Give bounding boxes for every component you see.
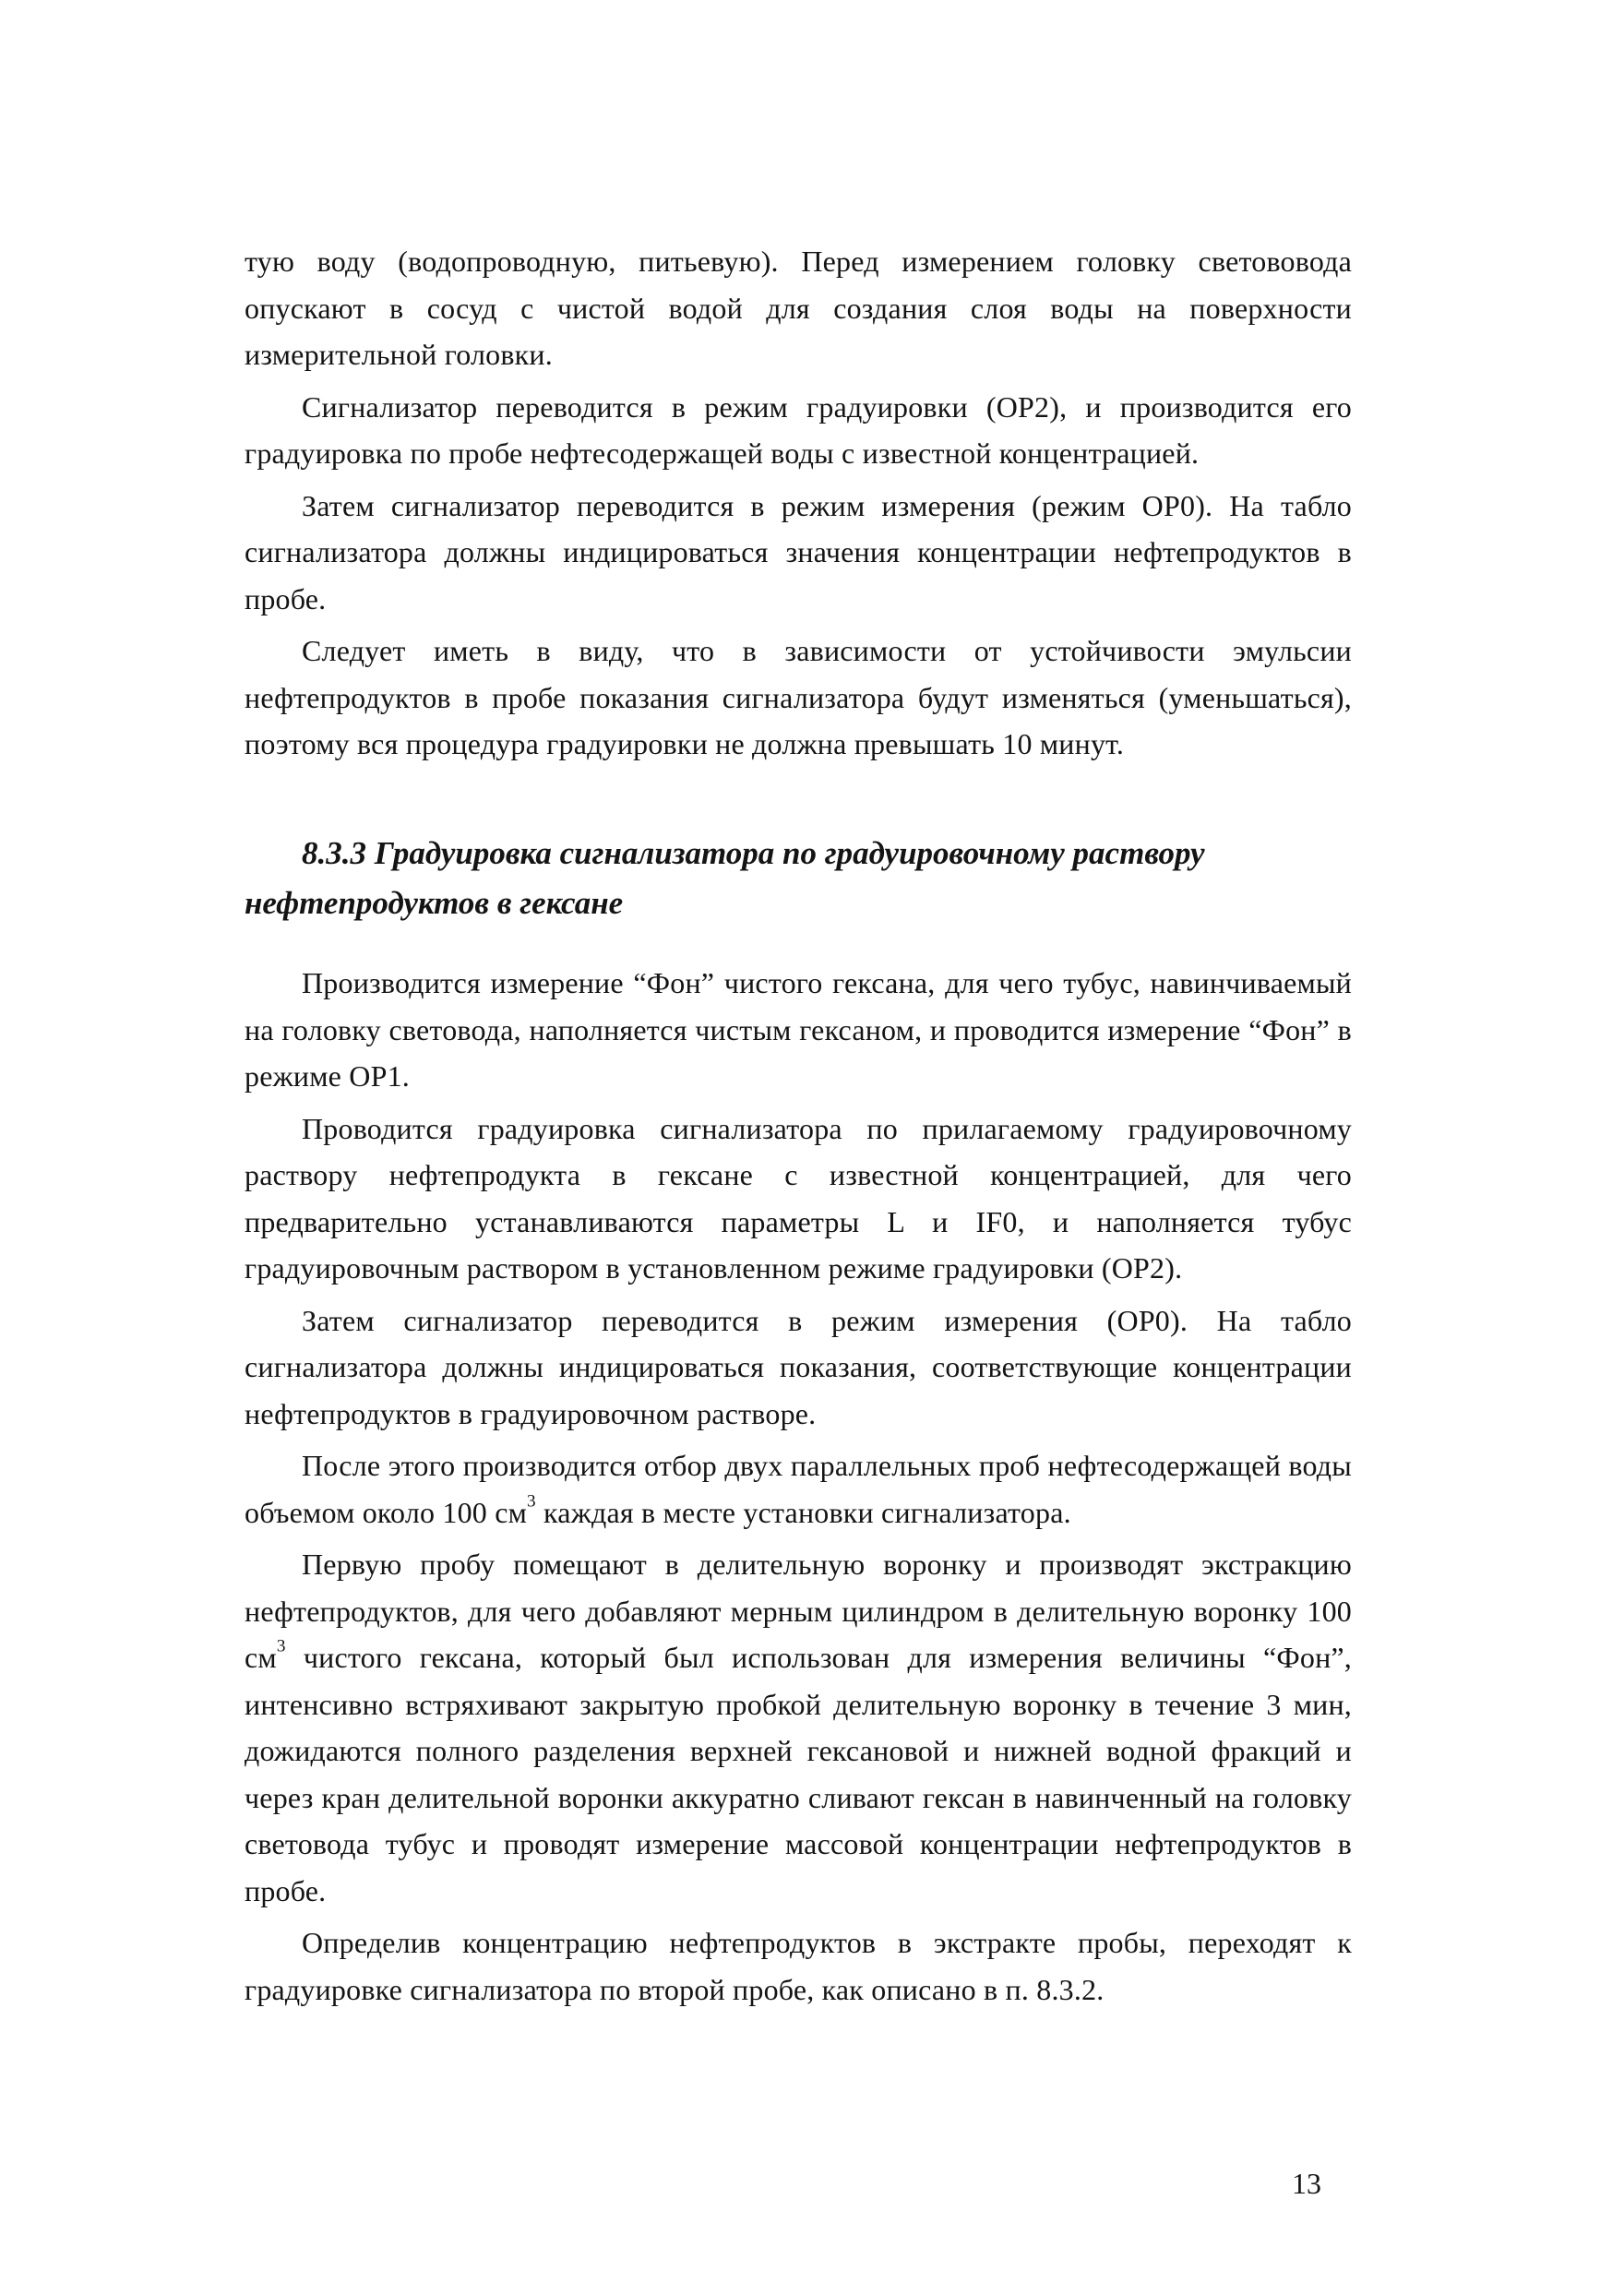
sampling-text-end: каждая в месте установки сигнализатора. [535,1495,1071,1529]
section-heading: 8.3.3 Градуировка сигнализатора по градуировочному раствору нефтепродуктов в гексане [245,835,1205,921]
paragraph-emulsion-note: Следует иметь в виду, что в зависимости от устойчивости эмульсии нефтепродуктов в пробе показания сигнализатора будут изменяться (уменьшаться), поэтому вся процедура градуировки не должна превышать 10 минут. [245,634,1352,760]
paragraph-calibration-solution: Проводится градуировка сигнализатора по прилагаемому градуировочному раствору нефтепродукта в гексане с известной концентрацией, для чего предварительно устанавливаются параметры L и IF0, и наполняется тубус градуировочным раствором в установленном режиме градуировки (ОР2). [245,1111,1352,1285]
page-number: 13 [1292,2167,1321,2200]
paragraph-measurement-mode: Затем сигнализатор переводится в режим измерения (режим ОР0). На табло сигнализатора должны индицироваться значения концентрации нефтепродуктов в пробе. [245,488,1352,616]
paragraph-continuation: тую воду (водопроводную, питьевую). Перед измерением головку светововода опускают в сосуд с чистой водой для создания слоя воды на поверхности измерительной головки. [245,245,1352,371]
extraction-text-end: чистого гексана, который был использован для измерения величины “Фон”, интенсивно встряхивают закрытую пробкой делительную воронку в течение 3 мин, дожидаются полного разделения верхней гексановой и нижней водной фракций и через кран делительной воронки аккуратно сливают гексан в навинченный на головку световода тубус и проводят измерение массовой концентрации нефтепродуктов в пробе. [245,1641,1352,1907]
paragraph-sampling [245,1442,1352,1536]
sampling-text-start: После этого производится отбор двух параллельных проб нефтесодержащей воды объемом около 100 см [245,1449,1352,1529]
text-block-bottom [245,960,1352,2018]
paragraph-display-readings: Затем сигнализатор переводится в режим измерения (ОР0). На табло сигнализатора должны индицироваться показания, соответствующие концентрации нефтепродуктов в градуировочном растворе. [245,1303,1352,1430]
cubic-superscript: 3 [527,1491,536,1512]
paragraph-second-sample: Определив концентрацию нефтепродуктов в экстракте пробы, переходят к градуировке сигнализатора по второй пробе, как описано в п. 8.3.2. [245,1926,1352,2006]
paragraph-background-measurement: Производится измерение “Фон” чистого гексана, для чего тубус, навинчиваемый на головку световода, наполняется чистым гексаном, и проводится измерение “Фон” в режиме ОР1. [245,966,1352,1093]
extraction-text-start: Первую пробу помещают в делительную воронку и производят экстракцию нефтепродуктов, для чего добавляют мерным цилиндром в делительную воронку 100 см [245,1548,1352,1674]
cubic-superscript: 3 [276,1636,286,1656]
text-block-top [245,238,1352,773]
paragraph-extraction [245,1541,1352,1914]
paragraph-calibration-mode: Сигнализатор переводится в режим градуировки (ОР2), и производится его градуировка по пробе нефтесодержащей воды с известной концентрацией. [245,389,1352,470]
